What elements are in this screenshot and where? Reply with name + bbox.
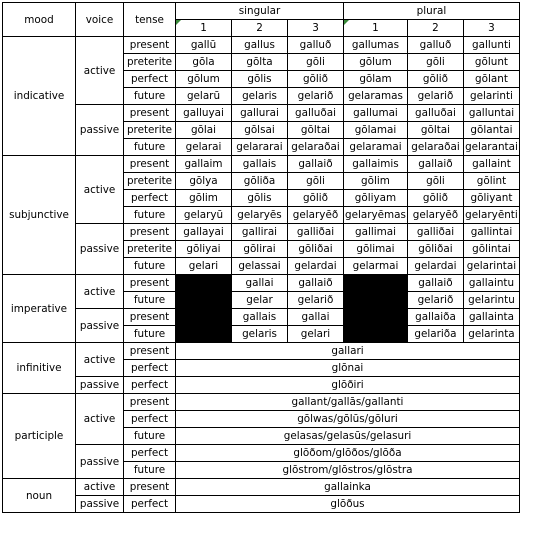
form-cell: gelaryū xyxy=(176,207,232,224)
form-cell: galluð xyxy=(288,37,344,54)
form-cell: gelaryēð xyxy=(288,207,344,224)
header-singular-person-2: 2 xyxy=(232,20,288,37)
tense-label: present xyxy=(124,105,176,122)
tense-label: present xyxy=(124,224,176,241)
form-cell: gelari xyxy=(176,258,232,275)
form-cell-wide: glōstrom/glōstros/glōstra xyxy=(176,462,520,479)
form-cell: gōliyai xyxy=(176,241,232,258)
mood-label: indicative xyxy=(3,37,76,156)
header-mood: mood xyxy=(3,3,76,37)
table-row xyxy=(3,394,520,411)
form-cell: gōlið xyxy=(288,71,344,88)
form-cell: gōliyam xyxy=(344,190,408,207)
form-cell-wide: glōðus xyxy=(176,496,520,513)
form-cell: gōlantai xyxy=(463,122,519,139)
form-cell: gōlai xyxy=(176,122,232,139)
form-cell: gallumai xyxy=(344,105,408,122)
tense-label: present xyxy=(124,309,176,326)
form-cell: gōliðai xyxy=(288,241,344,258)
mood-label: imperative xyxy=(3,275,76,343)
form-cell: gallaimis xyxy=(344,156,408,173)
tense-label: perfect xyxy=(124,377,176,394)
form-cell: gōli xyxy=(407,173,463,190)
form-cell: gōli xyxy=(288,173,344,190)
form-cell: gōlint xyxy=(463,173,519,190)
form-cell: gōlya xyxy=(176,173,232,190)
tense-label: future xyxy=(124,258,176,275)
header-plural: plural xyxy=(344,3,520,20)
header-singular-person-1: 1 xyxy=(176,20,232,37)
form-cell: gelaryēnti xyxy=(463,207,519,224)
form-cell: gelariða xyxy=(407,326,463,343)
form-cell: gōlunt xyxy=(463,54,519,71)
tense-label: future xyxy=(124,462,176,479)
form-cell: gōliyant xyxy=(463,190,519,207)
form-cell: gōliðai xyxy=(407,241,463,258)
form-cell: gallaiða xyxy=(407,309,463,326)
form-cell: gallais xyxy=(232,156,288,173)
form-cell: gelarai xyxy=(176,139,232,156)
form-cell: gallayai xyxy=(176,224,232,241)
form-cell: gallaið xyxy=(288,156,344,173)
form-cell: gelarinti xyxy=(463,88,519,105)
tense-label: present xyxy=(124,343,176,360)
tense-label: perfect xyxy=(124,411,176,428)
table-row xyxy=(3,309,520,326)
empty-cell-black xyxy=(176,275,232,343)
form-cell: gallaið xyxy=(407,275,463,292)
form-cell: gelarintu xyxy=(463,292,519,309)
form-cell: gōlim xyxy=(344,173,408,190)
form-cell: galluyai xyxy=(176,105,232,122)
tense-label: future xyxy=(124,292,176,309)
form-cell: gōltai xyxy=(288,122,344,139)
form-cell-wide: gōlwas/gōlūs/gōluri xyxy=(176,411,520,428)
table-row xyxy=(3,377,520,394)
form-cell-wide: gelasas/gelasūs/gelasuri xyxy=(176,428,520,445)
header-tense: tense xyxy=(124,3,176,37)
form-cell: gōlimai xyxy=(344,241,408,258)
form-cell: gōltai xyxy=(407,122,463,139)
header-plural-person-1: 1 xyxy=(344,20,408,37)
header-plural-person-2: 2 xyxy=(407,20,463,37)
form-cell: gōlsai xyxy=(232,122,288,139)
comment-marker-icon xyxy=(176,20,181,25)
form-cell-wide: gallainka xyxy=(176,479,520,496)
form-cell: galliðai xyxy=(407,224,463,241)
empty-cell-black xyxy=(344,275,408,343)
tense-label: preterite xyxy=(124,122,176,139)
mood-label: participle xyxy=(3,394,76,479)
form-cell: gelaris xyxy=(232,88,288,105)
form-cell: gōlim xyxy=(176,190,232,207)
form-cell: gallaint xyxy=(463,156,519,173)
form-cell: gallai xyxy=(288,309,344,326)
voice-label: passive xyxy=(76,496,124,513)
header-singular: singular xyxy=(176,3,344,20)
tense-label: preterite xyxy=(124,241,176,258)
tense-label: future xyxy=(124,88,176,105)
table-row xyxy=(3,156,520,173)
form-cell: gallirai xyxy=(232,224,288,241)
form-cell: gelarið xyxy=(288,88,344,105)
mood-label: subjunctive xyxy=(3,156,76,275)
form-cell: gōliða xyxy=(232,173,288,190)
form-cell: gōlam xyxy=(344,71,408,88)
form-cell: gōlis xyxy=(232,71,288,88)
voice-label: active xyxy=(76,275,124,309)
form-cell: gōlis xyxy=(232,190,288,207)
table-row xyxy=(3,224,520,241)
form-cell: galluðai xyxy=(407,105,463,122)
form-cell: gōlum xyxy=(344,54,408,71)
form-cell-wide: gallant/gallās/gallanti xyxy=(176,394,520,411)
form-cell: gōlið xyxy=(407,190,463,207)
voice-label: active xyxy=(76,479,124,496)
form-cell: gallū xyxy=(176,37,232,54)
form-cell: gallaim xyxy=(176,156,232,173)
header-voice: voice xyxy=(76,3,124,37)
voice-label: passive xyxy=(76,377,124,394)
table-row xyxy=(3,105,520,122)
form-cell: gōlamai xyxy=(344,122,408,139)
tense-label: future xyxy=(124,207,176,224)
mood-label: infinitive xyxy=(3,343,76,394)
form-cell: gōlta xyxy=(232,54,288,71)
form-cell: gōlum xyxy=(176,71,232,88)
form-cell: gallus xyxy=(232,37,288,54)
form-cell: gelardai xyxy=(288,258,344,275)
form-cell: gallintai xyxy=(463,224,519,241)
header-plural-person-3: 3 xyxy=(463,20,519,37)
form-cell: gōli xyxy=(288,54,344,71)
form-cell: gōlintai xyxy=(463,241,519,258)
form-cell: galluð xyxy=(407,37,463,54)
form-cell: gelaris xyxy=(232,326,288,343)
form-cell: gelaramas xyxy=(344,88,408,105)
tense-label: present xyxy=(124,37,176,54)
form-cell: gelarið xyxy=(407,88,463,105)
tense-label: future xyxy=(124,139,176,156)
form-cell: gelarintai xyxy=(463,258,519,275)
form-cell: gallaið xyxy=(288,275,344,292)
tense-label: preterite xyxy=(124,173,176,190)
voice-label: passive xyxy=(76,224,124,275)
voice-label: passive xyxy=(76,105,124,156)
table-row xyxy=(3,37,520,54)
tense-label: perfect xyxy=(124,360,176,377)
voice-label: passive xyxy=(76,309,124,343)
form-cell: gelarantai xyxy=(463,139,519,156)
voice-label: active xyxy=(76,343,124,377)
table-row xyxy=(3,343,520,360)
form-cell-wide: glōðiri xyxy=(176,377,520,394)
form-cell: gelaryēs xyxy=(232,207,288,224)
form-cell: gallai xyxy=(232,275,288,292)
tense-label: perfect xyxy=(124,445,176,462)
voice-label: active xyxy=(76,156,124,224)
conjugation-table xyxy=(2,2,520,513)
form-cell: galluðai xyxy=(288,105,344,122)
form-cell: gelaryēð xyxy=(407,207,463,224)
voice-label: passive xyxy=(76,445,124,479)
tense-label: future xyxy=(124,326,176,343)
voice-label: active xyxy=(76,37,124,105)
form-cell: galliðai xyxy=(288,224,344,241)
form-cell: gōla xyxy=(176,54,232,71)
form-cell: gōlirai xyxy=(232,241,288,258)
table-row xyxy=(3,445,520,462)
tense-label: preterite xyxy=(124,54,176,71)
form-cell: gelaramai xyxy=(344,139,408,156)
form-cell: gelaraðai xyxy=(288,139,344,156)
form-cell: gallimai xyxy=(344,224,408,241)
tense-label: perfect xyxy=(124,190,176,207)
table-row xyxy=(3,496,520,513)
table-row xyxy=(3,479,520,496)
form-cell: gallumas xyxy=(344,37,408,54)
form-cell: gallaintu xyxy=(463,275,519,292)
tense-label: present xyxy=(124,275,176,292)
form-cell: gelarinta xyxy=(463,326,519,343)
voice-label: active xyxy=(76,394,124,445)
form-cell: gallainta xyxy=(463,309,519,326)
form-cell-wide: glōðom/glōðos/glōða xyxy=(176,445,520,462)
form-cell: gelarmai xyxy=(344,258,408,275)
tense-label: present xyxy=(124,479,176,496)
form-cell: gelari xyxy=(288,326,344,343)
form-cell: gallais xyxy=(232,309,288,326)
tense-label: perfect xyxy=(124,71,176,88)
header-singular-person-3: 3 xyxy=(288,20,344,37)
form-cell: gelar xyxy=(232,292,288,309)
form-cell: gōlant xyxy=(463,71,519,88)
form-cell: gelararai xyxy=(232,139,288,156)
form-cell-wide: gallari xyxy=(176,343,520,360)
comment-marker-icon xyxy=(344,20,349,25)
table-row xyxy=(3,275,520,292)
form-cell: gelardai xyxy=(407,258,463,275)
form-cell: galluntai xyxy=(463,105,519,122)
form-cell: gōlið xyxy=(407,71,463,88)
tense-label: present xyxy=(124,156,176,173)
form-cell: gelarið xyxy=(407,292,463,309)
tense-label: perfect xyxy=(124,496,176,513)
mood-label: noun xyxy=(3,479,76,513)
form-cell: gelassai xyxy=(232,258,288,275)
tense-label: present xyxy=(124,394,176,411)
form-cell: gallurai xyxy=(232,105,288,122)
form-cell: gōli xyxy=(407,54,463,71)
form-cell: gallaið xyxy=(407,156,463,173)
form-cell: gallunti xyxy=(463,37,519,54)
form-cell: gelaraðai xyxy=(407,139,463,156)
tense-label: future xyxy=(124,428,176,445)
form-cell: gōlið xyxy=(288,190,344,207)
form-cell: gelaryēmas xyxy=(344,207,408,224)
header-row-1 xyxy=(3,3,520,20)
form-cell-wide: glōnai xyxy=(176,360,520,377)
form-cell: gelarið xyxy=(288,292,344,309)
form-cell: gelarū xyxy=(176,88,232,105)
